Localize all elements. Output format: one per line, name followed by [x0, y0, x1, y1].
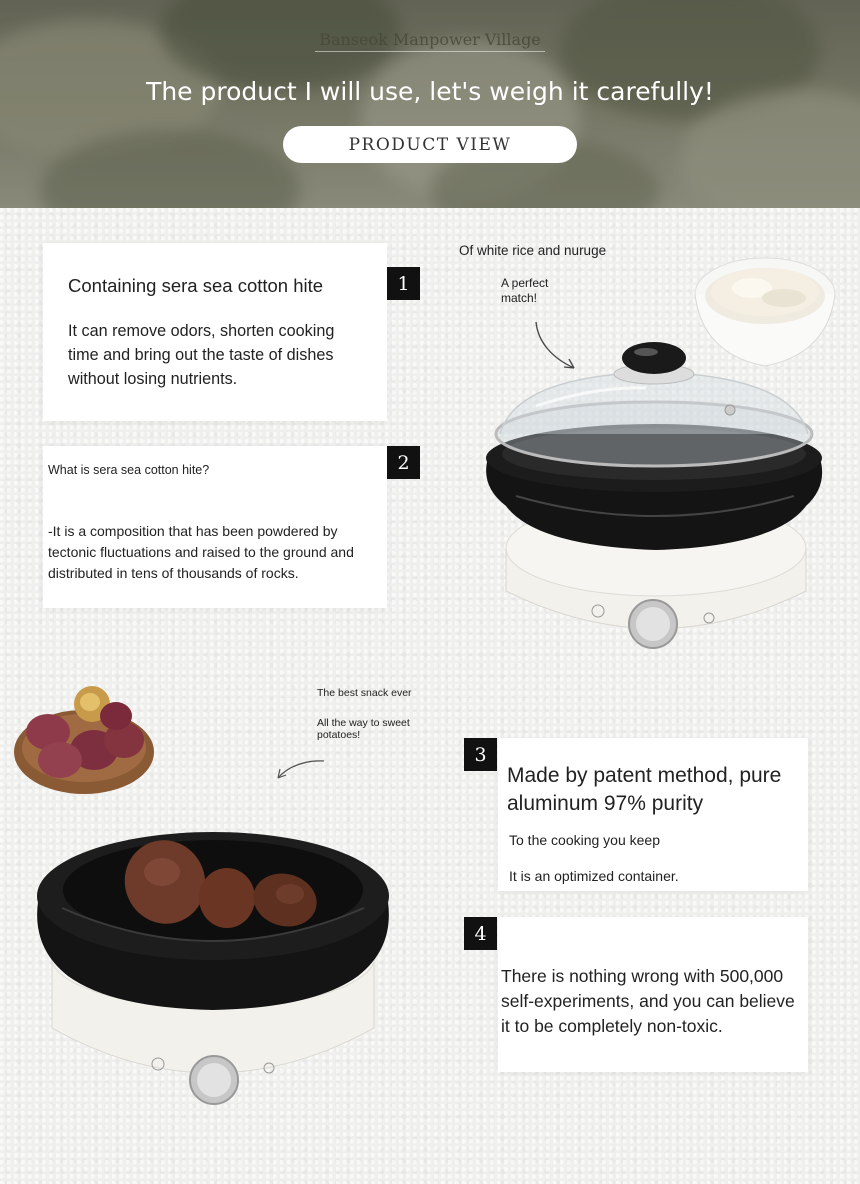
photo-note: All the way to sweet potatoes! [317, 717, 410, 741]
photo-caption: Of white rice and nuruge [459, 243, 607, 258]
cooker-with-sweet-potatoes-image [32, 798, 394, 1110]
curved-arrow-icon [274, 758, 326, 782]
feature-card-2 [43, 446, 387, 608]
brand-name: Banseok Manpower Village [0, 30, 860, 52]
photo-note: The best snack ever [317, 687, 412, 699]
photo-note: A perfect match! [501, 276, 549, 305]
feature-body: It can remove odors, shorten cooking time and bring out the taste of dishes without losing nutrients. [68, 322, 335, 388]
feature-number-badge: 1 [387, 267, 420, 300]
feature-body: To the cooking you keep [509, 832, 660, 848]
feature-body: There is nothing wrong with 500,000 self-experiments, and you can believe it to be completely non-toxic. [501, 966, 795, 1036]
feature-number-badge: 3 [464, 738, 497, 771]
hero-title: The product I will use, let's weigh it carefully! [146, 77, 714, 106]
feature-card-3 [498, 738, 808, 891]
feature-number-badge: 2 [387, 446, 420, 479]
cooker-with-lid-image [476, 336, 832, 658]
feature-title: Containing sera sea cotton hite [68, 275, 324, 296]
feature-number-badge: 4 [464, 917, 497, 950]
feature-body: It is an optimized container. [509, 868, 679, 884]
feature-title: Made by patent method, pure aluminum 97% purity [507, 764, 782, 815]
feature-card-4 [498, 917, 808, 1072]
hero-banner [0, 0, 860, 208]
feature-body: -It is a composition that has been powdered by tectonic fluctuations and raised to the ground and distributed in tens of thousands of rocks. [48, 523, 354, 581]
feature-card-1 [43, 243, 387, 421]
feature-title: What is sera sea cotton hite? [48, 463, 210, 477]
product-view-button[interactable]: PRODUCT VIEW [283, 126, 577, 163]
sweet-potato-plate-image [12, 680, 156, 798]
